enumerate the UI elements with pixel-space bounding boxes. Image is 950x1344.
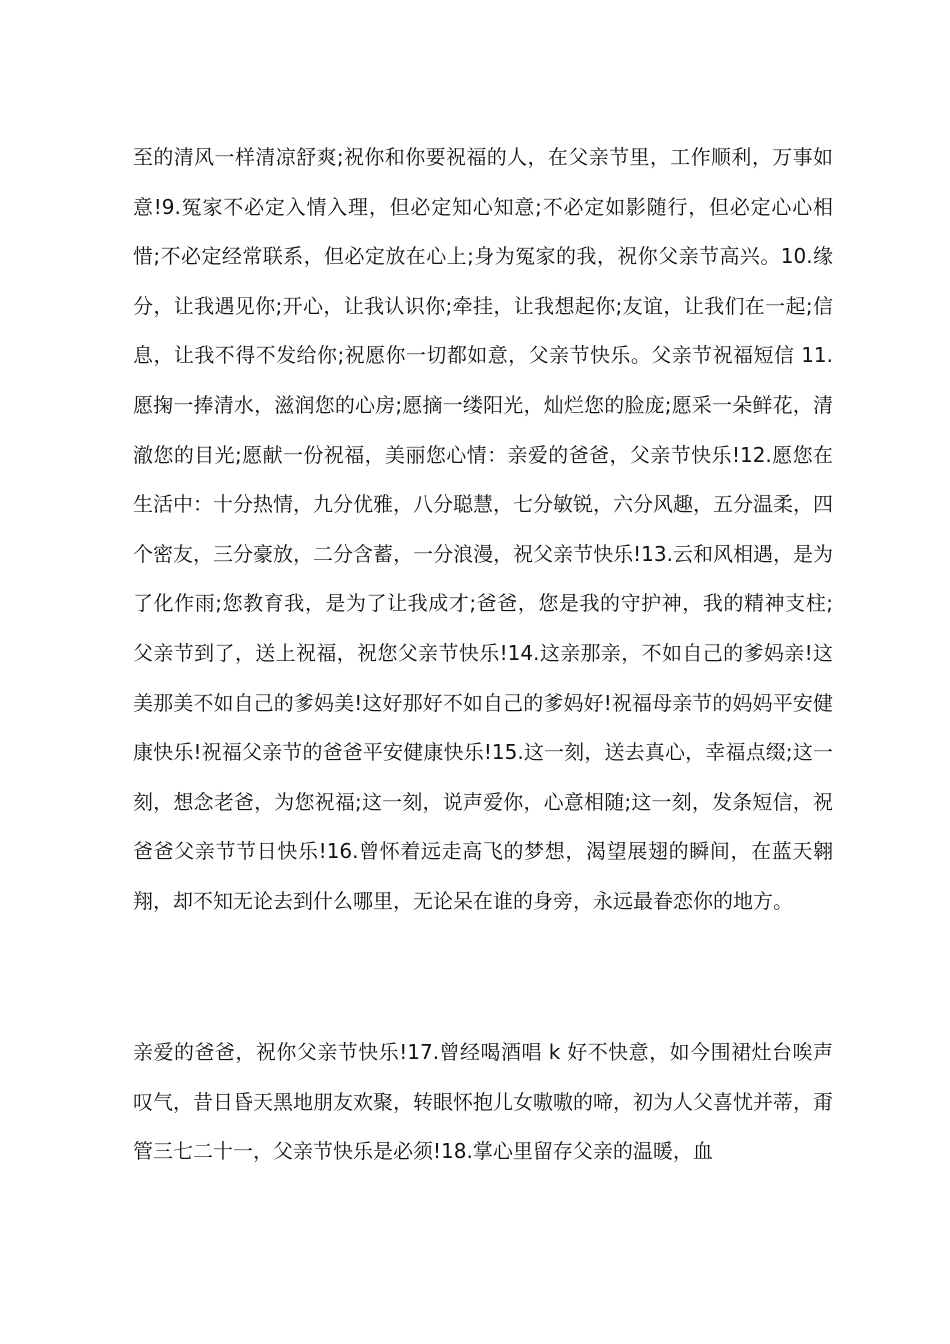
- body-paragraph: 亲爱的爸爸，祝你父亲节快乐!17.曾经喝酒唱 k 好不快意，如今围裙灶台唉声叹气，昔日昏天黑地朋友欢聚，转眼怀抱儿女嗷嗷的啼，初为人父喜忧并蒂，甭管三七二十一，父亲节快乐是必须!18.掌心里留存父亲的温暖，血: [133, 1040, 833, 1164]
- body-paragraph: 至的清风一样清凉舒爽;祝你和你要祝福的人，在父亲节里，工作顺利，万事如意!9.冤家不必定入情入理，但必定知心知意;不必定如影随行，但必定心心相惜;不必定经常联系，但必定放在心上;身为冤家的我，祝你父亲节高兴。10.缘分，让我遇见你;开心，让我认识你;牵挂，让我想起你;友谊，让我们在一起;信息，让我不得不发给你;祝愿你一切都如意，父亲节快乐。父亲节祝福短信 11.愿掬一捧清水，滋润您的心房;愿摘一缕阳光，灿烂您的脸庞;愿采一朵鲜花，清澈您的目光;愿献一份祝福，美丽您心情：亲爱的爸爸，父亲节快乐!12.愿您在生活中：十分热情，九分优雅，八分聪慧，七分敏锐，六分风趣，五分温柔，四个密友，三分豪放，二分含蓄，一分浪漫，祝父亲节快乐!13.云和风相遇，是为了化作雨;您教育我，是为了让我成才;爸爸，您是我的守护神，我的精神支柱;父亲节到了，送上祝福，祝您父亲节快乐!14.这亲那亲，不如自己的爹妈亲!这美那美不如自己的爹妈美!这好那好不如自己的爹妈好!祝福母亲节的妈妈平安健康快乐!祝福父亲节的爸爸平安健康快乐!15.这一刻，送去真心，幸福点缀;这一刻，想念老爸，为您祝福;这一刻，说声爱你，心意相随;这一刻，发条短信，祝爸爸父亲节节日快乐!16.曾怀着远走高飞的梦想，渴望展翅的瞬间，在蓝天翱翔，却不知无论去到什么哪里，无论呆在谁的身旁，永远最眷恋你的地方。: [133, 145, 833, 913]
